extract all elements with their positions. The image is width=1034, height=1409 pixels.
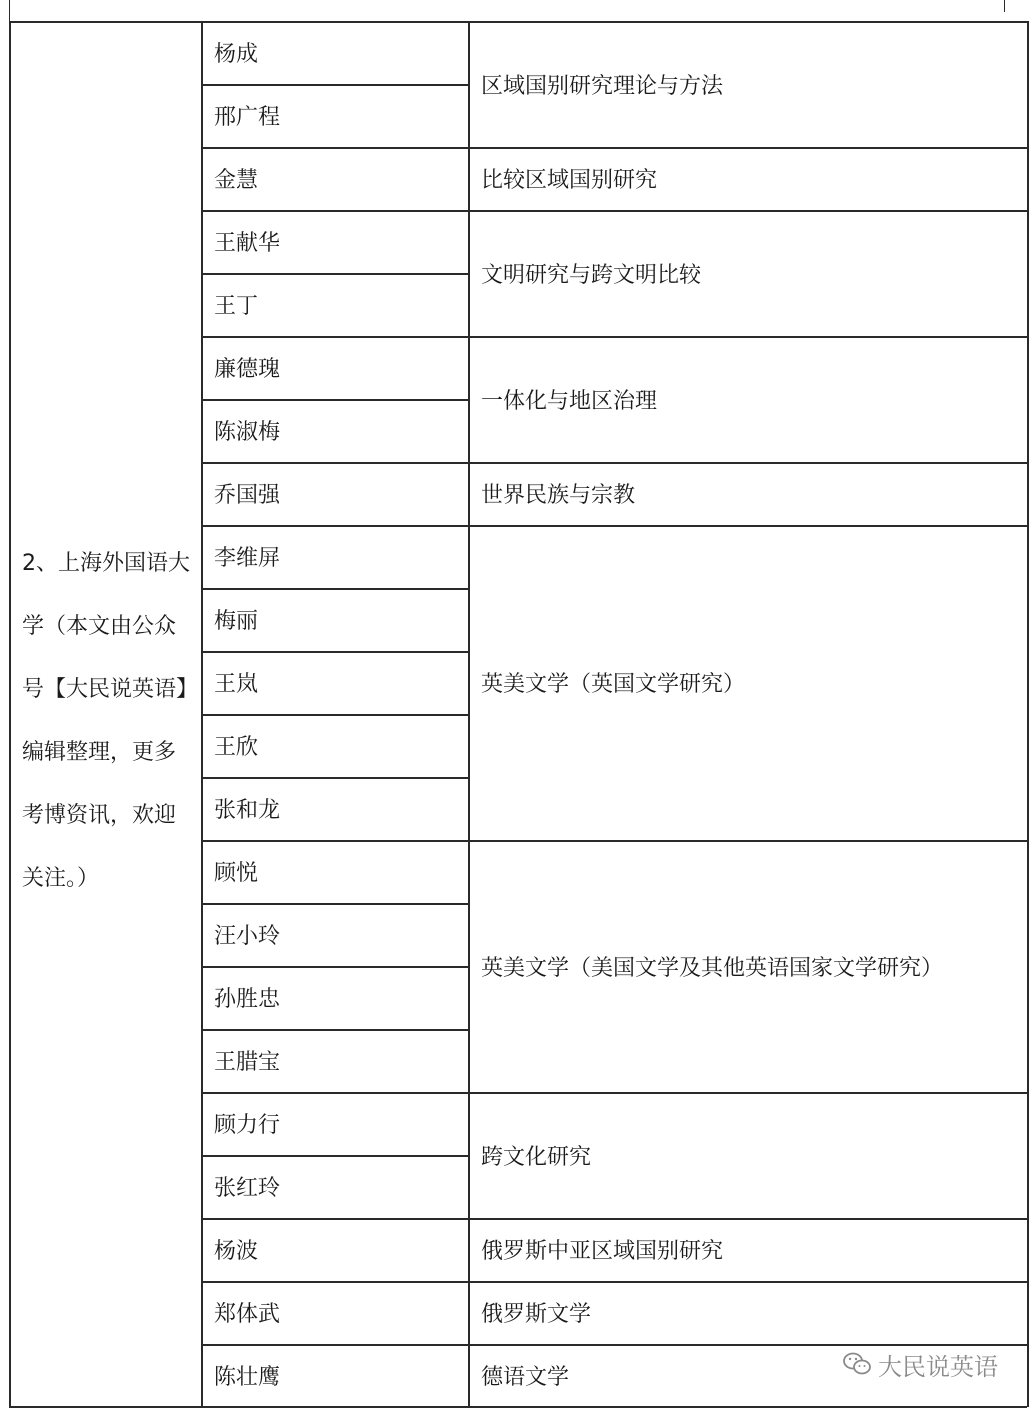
supervisor-name: 王腊宝 <box>214 1050 281 1075</box>
supervisor-name: 张和龙 <box>214 798 281 823</box>
watermark-text: 大民说英语 <box>878 1352 998 1381</box>
research-field: 英美文学（英国文学研究） <box>481 672 746 697</box>
research-field: 比较区域国别研究 <box>481 168 658 193</box>
supervisor-name: 顾悦 <box>214 861 259 886</box>
supervisor-name: 李维屏 <box>214 546 281 571</box>
table-left-border <box>9 21 11 1407</box>
supervisor-name: 王欣 <box>214 735 259 760</box>
research-field: 俄罗斯文学 <box>481 1302 592 1327</box>
supervisor-name: 金慧 <box>214 168 259 193</box>
table-right-border <box>1027 21 1029 1407</box>
supervisor-name: 杨波 <box>214 1239 259 1264</box>
supervisor-name: 陈壮鹰 <box>214 1365 281 1390</box>
supervisor-name: 杨成 <box>214 42 259 67</box>
research-field: 区域国别研究理论与方法 <box>481 73 724 99</box>
supervisor-name: 王献华 <box>214 231 281 256</box>
research-field: 跨文化研究 <box>481 1144 592 1170</box>
supervisor-name: 梅丽 <box>214 609 259 634</box>
supervisor-name: 张红玲 <box>214 1176 281 1201</box>
research-field: 世界民族与宗教 <box>481 483 636 508</box>
research-field: 英美文学（美国文学及其他英语国家文学研究） <box>481 955 944 981</box>
supervisor-name: 王丁 <box>214 294 259 319</box>
watermark <box>842 1346 998 1382</box>
wechat-icon <box>842 1351 872 1377</box>
supervisor-name: 乔国强 <box>214 483 281 508</box>
supervisor-name: 陈淑梅 <box>214 420 281 445</box>
supervisor-name: 王岚 <box>214 672 259 697</box>
research-field: 俄罗斯中亚区域国别研究 <box>481 1239 724 1264</box>
research-field: 文明研究与跨文明比较 <box>481 262 702 288</box>
edge-tick-right <box>1004 0 1005 12</box>
supervisor-name: 孙胜忠 <box>214 987 281 1012</box>
university-label: 2、上海外国语大学（本文由公众号【大民说英语】编辑整理，更多考博资讯，欢迎关注。） <box>22 551 190 891</box>
supervisor-name: 郑体武 <box>214 1302 281 1327</box>
research-field: 德语文学 <box>481 1365 570 1390</box>
supervisor-name: 廉德瑰 <box>214 357 281 382</box>
research-field: 一体化与地区治理 <box>481 388 658 414</box>
supervisor-name: 顾力行 <box>214 1113 281 1138</box>
supervisor-name: 邢广程 <box>214 105 281 130</box>
supervisor-name: 汪小玲 <box>214 924 281 949</box>
column-divider <box>468 21 470 1407</box>
edge-tick-left <box>9 0 10 21</box>
